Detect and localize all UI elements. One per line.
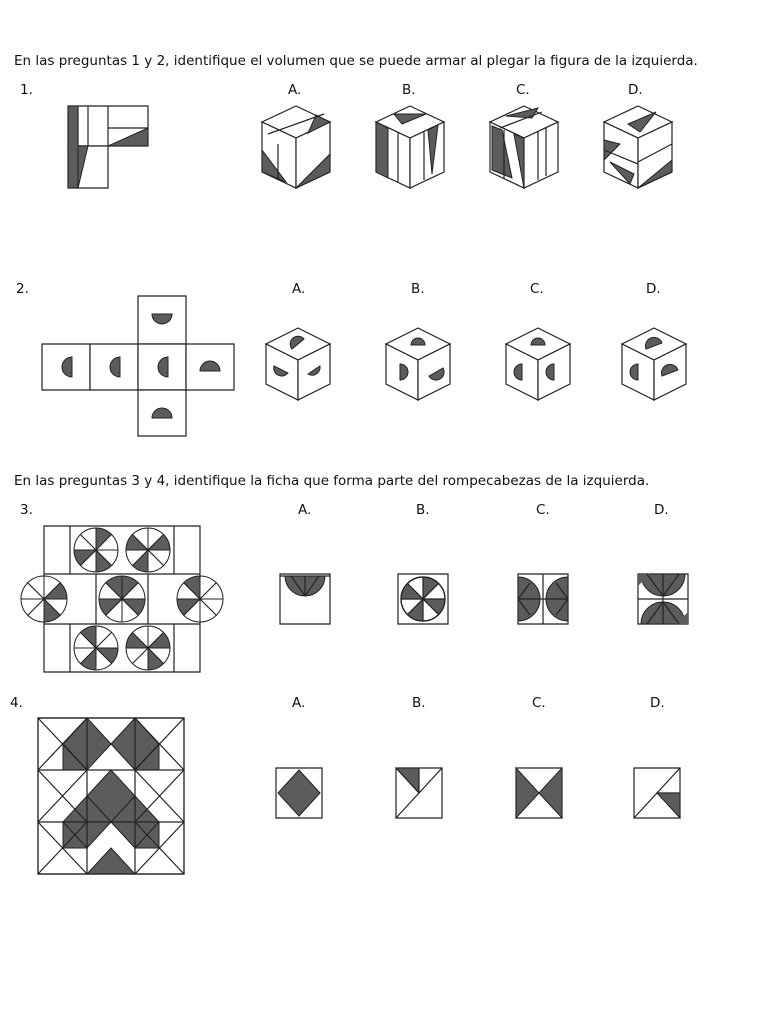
question-3-option-d-tile [636,572,692,626]
question-2-option-b-cube [384,326,454,404]
question-2-option-d-label: D. [646,281,661,297]
question-4-option-b-label: B. [412,695,426,711]
question-2-number: 2. [16,281,29,297]
question-4-option-c-tile [514,766,566,822]
question-1-option-d-label: D. [628,82,643,98]
question-2-net [40,292,240,440]
question-4-option-d-label: D. [650,695,665,711]
question-3-option-b-tile [396,572,452,626]
question-3-number: 3. [20,502,33,518]
question-4-number: 4. [10,695,23,711]
question-2-option-b-label: B. [411,281,425,297]
question-3-option-a-tile [278,572,334,626]
question-2-option-a-label: A. [292,281,306,297]
question-1-option-d-cube [600,104,676,190]
question-4-puzzle [36,716,186,878]
question-3-option-d-label: D. [654,502,669,518]
question-1-net [64,104,150,190]
question-4-option-b-tile [394,766,446,822]
question-4-option-d-tile [632,766,684,822]
question-1-option-b-label: B. [402,82,416,98]
question-4-option-c-label: C. [532,695,546,711]
question-3-puzzle [42,524,202,674]
question-3-option-a-label: A. [298,502,312,518]
question-1-option-a-cube [258,104,334,190]
question-2-option-a-cube [264,326,334,404]
question-1-option-a-label: A. [288,82,302,98]
question-3-option-c-tile [516,572,572,626]
question-2-option-c-label: C. [530,281,544,297]
question-1-option-c-cube [486,104,562,190]
question-4-option-a-label: A. [292,695,306,711]
question-4-option-a-tile [274,766,326,822]
instruction-questions-1-2: En las preguntas 1 y 2, identifique el volumen que se puede armar al plegar la figura de la izquierda. [14,53,698,69]
question-3-option-c-label: C. [536,502,550,518]
instruction-questions-3-4: En las preguntas 3 y 4, identifique la ficha que forma parte del rompecabezas de la izquierda. [14,473,650,489]
question-1-number: 1. [20,82,33,98]
question-2-option-d-cube [620,326,690,404]
question-1-option-c-label: C. [516,82,530,98]
question-2-option-c-cube [504,326,574,404]
question-3-option-b-label: B. [416,502,430,518]
question-1-option-b-cube [372,104,448,190]
